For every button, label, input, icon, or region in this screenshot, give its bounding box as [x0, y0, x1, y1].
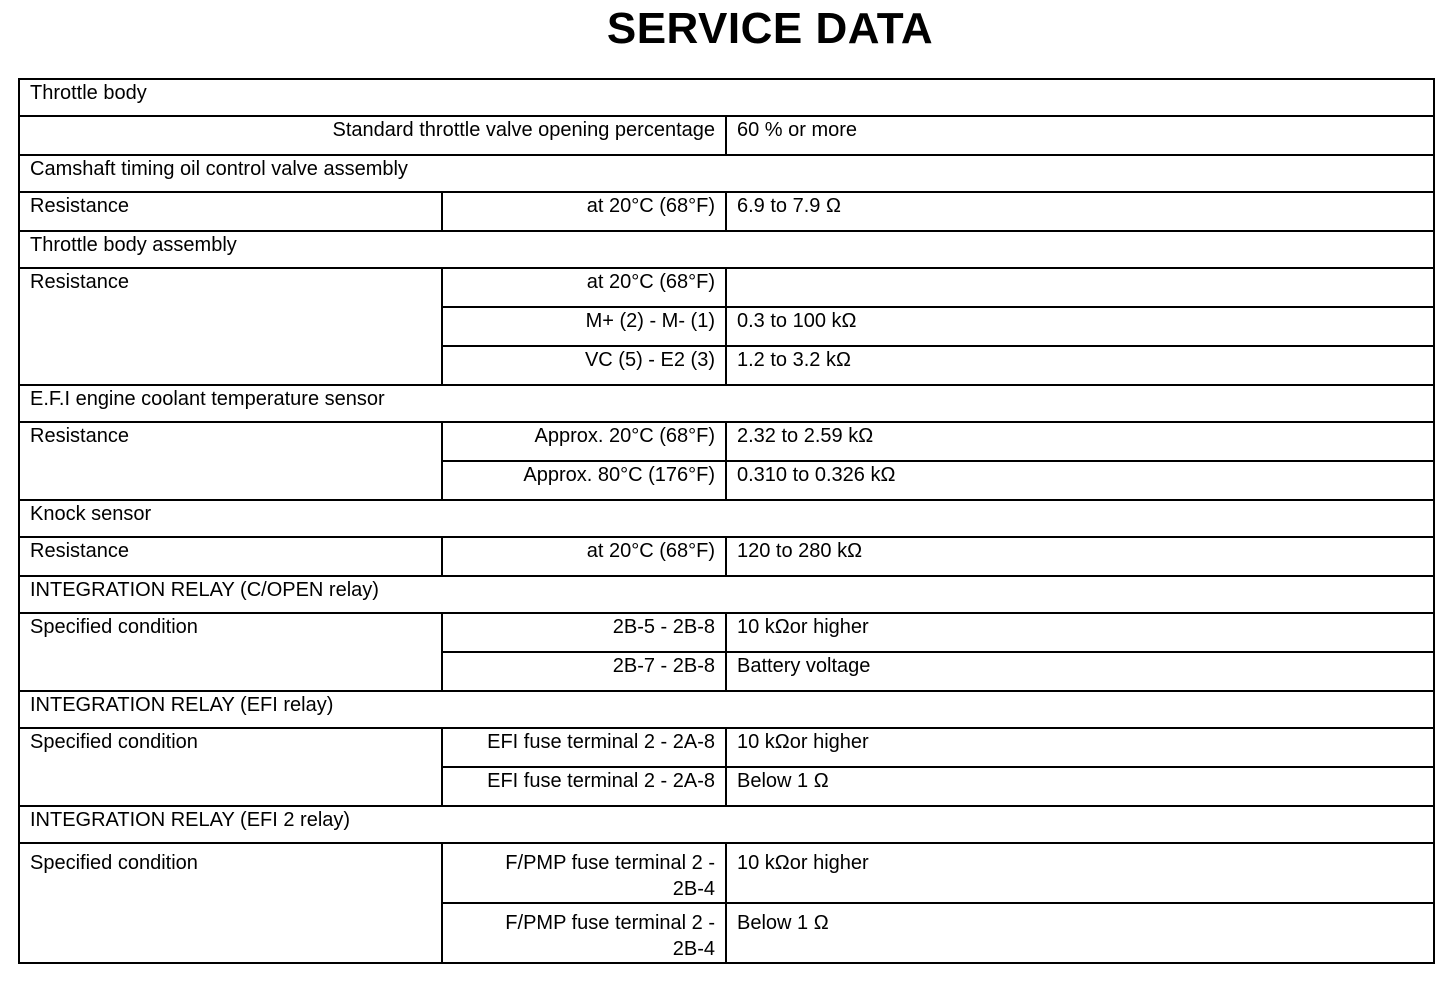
section-header: Knock sensor	[19, 500, 1434, 537]
spec-condition: Approx. 20°C (68°F)	[442, 422, 726, 461]
spec-value: 1.2 to 3.2 kΩ	[726, 346, 1434, 385]
table-row	[19, 192, 1434, 231]
spec-condition	[442, 843, 726, 903]
spec-condition: 2B-7 - 2B-8	[442, 652, 726, 691]
spec-condition: EFI fuse terminal 2 - 2A-8	[442, 728, 726, 767]
spec-condition: at 20°C (68°F)	[442, 192, 726, 231]
spec-item: Specified condition	[19, 613, 442, 691]
table-row	[19, 613, 1434, 652]
section-header: Camshaft timing oil control valve assembly	[19, 155, 1434, 192]
section-header: INTEGRATION RELAY (EFI 2 relay)	[19, 806, 1434, 843]
spec-condition: M+ (2) - M- (1)	[442, 307, 726, 346]
section-header: Throttle body	[19, 79, 1434, 116]
spec-value: 0.310 to 0.326 kΩ	[726, 461, 1434, 500]
spec-value: Below 1 Ω	[726, 767, 1434, 806]
spec-condition: 2B-5 - 2B-8	[442, 613, 726, 652]
spec-condition: EFI fuse terminal 2 - 2A-8	[442, 767, 726, 806]
spec-condition-line: F/PMP fuse terminal 2 -	[505, 852, 715, 874]
section-header-row	[19, 806, 1434, 843]
section-header-row	[19, 79, 1434, 116]
section-header: INTEGRATION RELAY (C/OPEN relay)	[19, 576, 1434, 613]
table-row	[19, 116, 1434, 155]
spec-value: 10 kΩor higher	[726, 843, 1434, 903]
spec-item: Resistance	[19, 537, 442, 576]
service-data-table	[18, 78, 1435, 964]
spec-value: 0.3 to 100 kΩ	[726, 307, 1434, 346]
section-header-row	[19, 576, 1434, 613]
spec-value: 120 to 280 kΩ	[726, 537, 1434, 576]
spec-condition-line: 2B-4	[672, 878, 715, 900]
spec-condition-line: F/PMP fuse terminal 2 -	[505, 912, 715, 934]
spec-value: 10 kΩor higher	[726, 728, 1434, 767]
spec-item: Resistance	[19, 192, 442, 231]
spec-value: 60 % or more	[726, 116, 1434, 155]
spec-value: Below 1 Ω	[726, 903, 1434, 963]
section-header: E.F.I engine coolant temperature sensor	[19, 385, 1434, 422]
spec-label: Standard throttle valve opening percentage	[19, 116, 726, 155]
section-header-row	[19, 500, 1434, 537]
page-title: SERVICE DATA	[606, 4, 934, 53]
spec-value: Battery voltage	[726, 652, 1434, 691]
spec-condition-line: 2B-4	[672, 938, 715, 960]
spec-value: 6.9 to 7.9 Ω	[726, 192, 1434, 231]
spec-value: 2.32 to 2.59 kΩ	[726, 422, 1434, 461]
section-header-row	[19, 691, 1434, 728]
spec-condition: at 20°C (68°F)	[442, 268, 726, 307]
spec-item: Specified condition	[19, 843, 442, 963]
spec-item: Resistance	[19, 268, 442, 385]
section-header: Throttle body assembly	[19, 231, 1434, 268]
table-row	[19, 268, 1434, 307]
section-header: INTEGRATION RELAY (EFI relay)	[19, 691, 1434, 728]
spec-condition: Approx. 80°C (176°F)	[442, 461, 726, 500]
spec-value	[726, 268, 1434, 307]
section-header-row	[19, 231, 1434, 268]
spec-item: Specified condition	[19, 728, 442, 806]
table-row	[19, 728, 1434, 767]
section-header-row	[19, 385, 1434, 422]
table-row	[19, 422, 1434, 461]
table-row	[19, 537, 1434, 576]
spec-value: 10 kΩor higher	[726, 613, 1434, 652]
spec-condition: at 20°C (68°F)	[442, 537, 726, 576]
spec-condition: VC (5) - E2 (3)	[442, 346, 726, 385]
table-row	[19, 843, 1434, 903]
spec-condition	[442, 903, 726, 963]
section-header-row	[19, 155, 1434, 192]
spec-item: Resistance	[19, 422, 442, 500]
